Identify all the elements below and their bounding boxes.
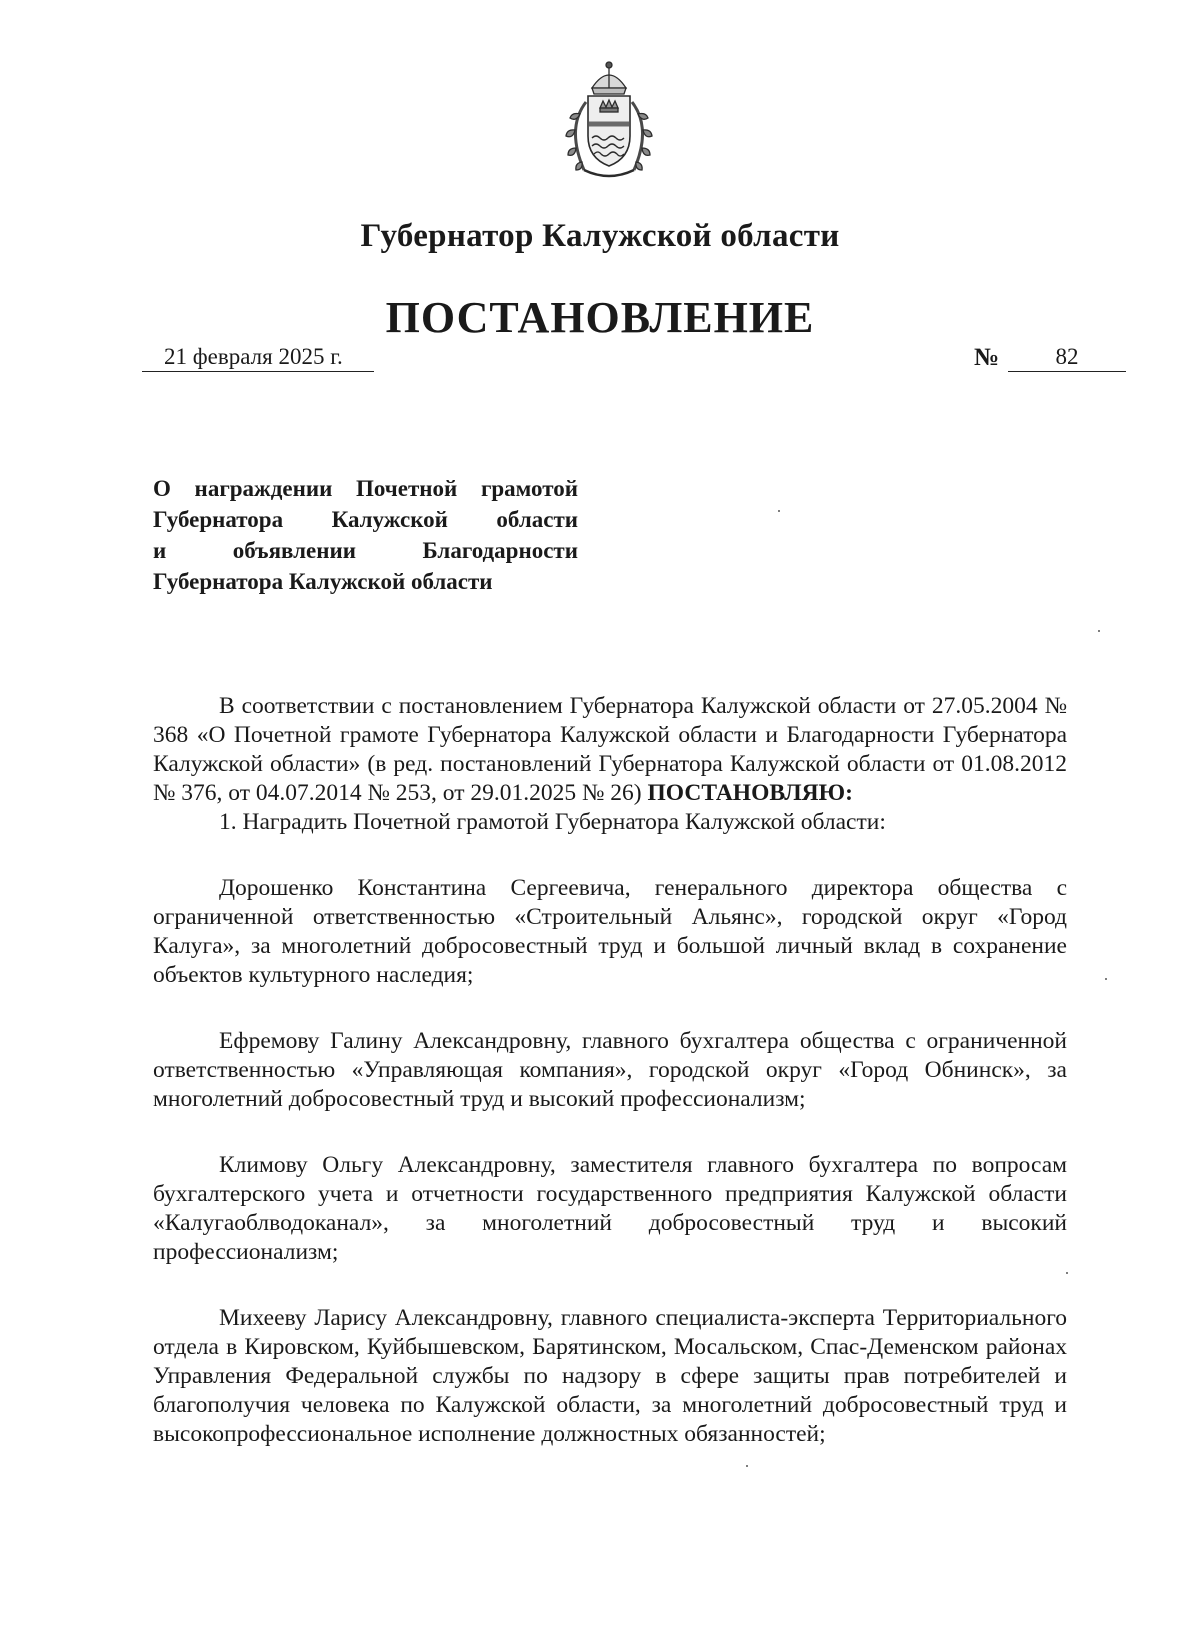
scan-speck: [778, 510, 780, 512]
clause-1: 1. Наградить Почетной грамотой Губернатора Калужской области:: [219, 809, 886, 835]
subject-line: Губернатора Калужской области: [153, 507, 578, 532]
preamble-text: В соответствии с постановлением Губернатора Калужской области от 27.05.2004 № 368 «О Почетной грамоте Губернатора Калужской области и Благодарности Губернатора Калужской области» (в ред. постановлений Губернатора Калужской области от 01.08.2012 № 376, от 04.07.2014 № 253, от 29.01.2025 № 26): [153, 693, 1067, 806]
document-date: 21 февраля 2025 г.: [142, 343, 374, 372]
subject-line: Губернатора Калужской области: [153, 569, 493, 594]
decree-word: ПОСТАНОВЛЯЮ:: [647, 780, 853, 806]
kaluga-region-coat-of-arms-icon: [558, 58, 660, 184]
awardee-paragraph: Ефремову Галину Александровну, главного бухгалтера общества с ограниченной ответственностью «Управляющая компания», городской округ «Город Обнинск», за многолетний добросовестный труд и высокий профессионализм;: [153, 1028, 1067, 1112]
document-subject: [153, 473, 578, 597]
subject-line: О награждении Почетной грамотой: [153, 476, 578, 501]
document-body: [153, 692, 1067, 1449]
scan-speck: [746, 1465, 748, 1467]
issuing-authority: Губернатор Калужской области: [360, 218, 840, 254]
scan-speck: [1105, 978, 1107, 980]
scan-speck: [1066, 1272, 1068, 1274]
document-number-label: №: [974, 344, 1000, 371]
awardee-paragraph: Климову Ольгу Александровну, заместителя главного бухгалтера по вопросам бухгалтерского учета и отчетности государственного предприятия Калужской области «Калугаоблводоканал», за многолетний добросовестный труд и высокий профессионализм;: [153, 1152, 1067, 1265]
subject-line: и объявлении Благодарности: [153, 538, 578, 563]
document-number: 82: [1008, 343, 1126, 372]
preamble-paragraph: [153, 692, 1067, 808]
document-type-title: ПОСТАНОВЛЕНИЕ: [385, 293, 815, 342]
scan-speck: [1098, 630, 1100, 632]
awardee-paragraph: Михееву Ларису Александровну, главного специалиста-эксперта Территориального отдела в Кировском, Куйбышевском, Барятинском, Мосальском, Спас-Деменском районах Управления Федеральной службы по надзору в сфере защиты прав потребителей и благополучия человека по Калужской области, за многолетний добросовестный труд и высокопрофессиональное исполнение должностных обязанностей;: [153, 1305, 1067, 1447]
awardee-paragraph: Дорошенко Константина Сергеевича, генерального директора общества с ограниченной ответственностью «Строительный Альянс», городской округ «Город Калуга», за многолетний добросовестный труд и большой личный вклад в сохранение объектов культурного наследия;: [153, 875, 1067, 988]
